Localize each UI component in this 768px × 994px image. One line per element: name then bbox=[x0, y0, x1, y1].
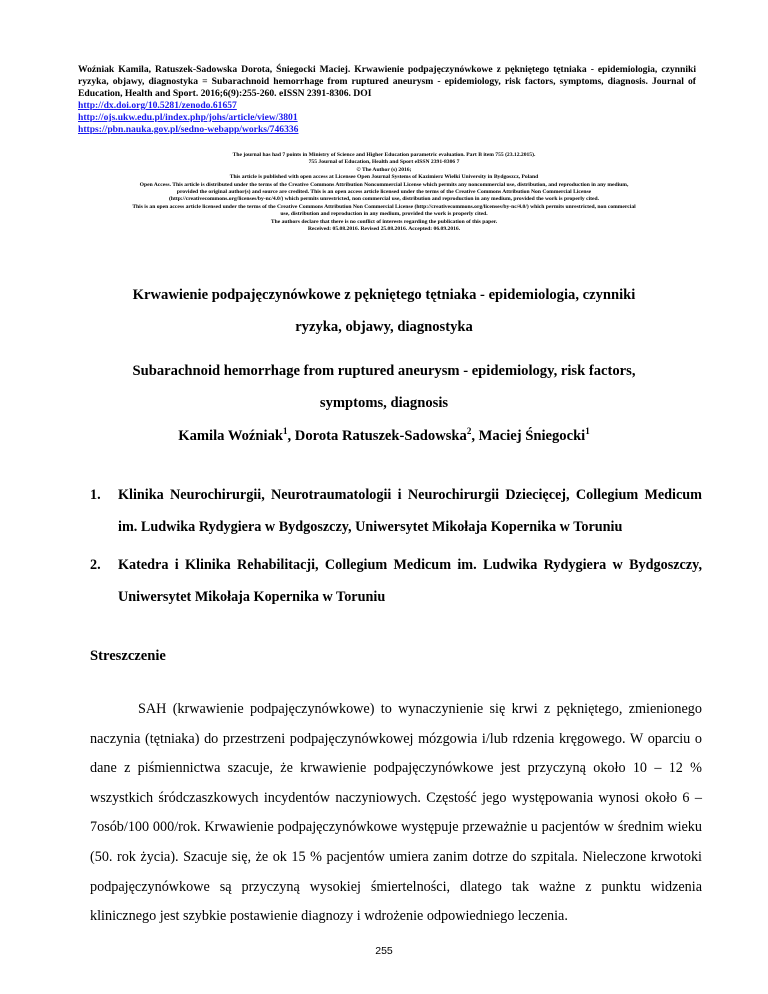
journal-note-line: This is an open access article licensed under the terms of the Creative Commons Attribution Non Commercial License (http://creativecommons.org/licenses/by-nc/4.0/) which permits unrestricted, non commercial bbox=[132, 203, 636, 210]
author-name: Kamila Woźniak bbox=[178, 428, 283, 444]
affiliation-number: 2. bbox=[90, 557, 101, 573]
title-english-line-2: symptoms, diagnosis bbox=[319, 395, 449, 411]
journal-note-line: use, distribution and reproduction in any medium, provided the work is properly cited. bbox=[280, 211, 488, 218]
page-number: 255 bbox=[375, 945, 393, 957]
journal-note-line: 755 Journal of Education, Health and Sport eISSN 2391-8306 7 bbox=[308, 159, 460, 166]
author-name: Maciej Śniegocki bbox=[478, 428, 586, 444]
author-separator: , bbox=[471, 428, 479, 444]
affiliation-item bbox=[90, 549, 702, 613]
author-separator: , bbox=[287, 428, 295, 444]
affiliation-number: 1. bbox=[90, 487, 101, 503]
abstract-heading: Streszczenie bbox=[90, 648, 166, 664]
journal-note-line: Open Access. This article is distributed under the terms of the Creative Commons Attribution Noncommercial License which permits any noncommercial use, distribution, and reproduction in any medium, bbox=[139, 181, 629, 188]
journal-note-line: The authors declare that there is no conflict of interests regarding the publication of this paper. bbox=[270, 218, 498, 225]
title-polish bbox=[60, 279, 708, 343]
affiliation-text: Katedra i Klinika Rehabilitacji, Collegium Medicum im. Ludwika Rydygiera w Bydgoszczy, Uniwersytet Mikołaja Kopernika w Toruniu bbox=[118, 557, 702, 605]
citation-text: Woźniak Kamila, Ratuszek-Sadowska Dorota, Śniegocki Maciej. Krwawienie podpajęczynówkowe z pękniętego tętniaka - epidemiologia, czynniki ryzyka, objawy, diagnostyka = Subarachnoid hemorrhage from ruptured aneurysm - epidemiology, risk factors, symptoms, diagnosis. Journal of Education, Health and Sport. 2016;6(9):255-260. eISSN 2391-8306. DOI bbox=[78, 64, 696, 99]
title-english-line-1: Subarachnoid hemorrhage from ruptured aneurysm - epidemiology, risk factors, bbox=[132, 363, 636, 379]
journal-note-line: The journal has had 7 points in Ministry of Science and Higher Education parametric evaluation. Part B item 755 (23.12.2015). bbox=[232, 152, 536, 158]
pbn-link[interactable]: https://pbn.nauka.gov.pl/sedno-webapp/works/746336 bbox=[78, 124, 299, 135]
title-english bbox=[60, 355, 708, 419]
journal-note-line: © The Author (s) 2016; bbox=[356, 166, 412, 173]
affiliation-item bbox=[90, 479, 702, 543]
title-polish-line-2: ryzyka, objawy, diagnostyka bbox=[295, 319, 473, 335]
journal-note-line: provided the original author(s) and source are credited. This is an open access article licensed under the terms of the Creative Commons Attribution Non Commercial License bbox=[176, 189, 592, 196]
author-affiliation-mark: 2 bbox=[466, 426, 472, 436]
doi-link[interactable]: http://dx.doi.org/10.5281/zenodo.61657 bbox=[78, 100, 237, 111]
author-affiliation-mark: 1 bbox=[283, 426, 288, 436]
author-list bbox=[60, 428, 708, 445]
abstract-paragraph: SAH (krwawienie podpajęczynówkowe) to wynaczynienie się krwi z pękniętego, zmienionego naczynia (tętniaka) do przestrzeni podpajęczynówkowej mózgowia i/lub rdzenia kręgowego. W oparciu o dane z piśmiennictwa szacuje, że krwawienie podpajęczynówkowe jest przyczyną około 10 – 12 % wszystkich śródczaszkowych incydentów naczyniowych. Częstość jego występowania wynosi około 6 – 7osób/100 000/rok. Krwawienie podpajęczynówkowe występuje przeważnie u pacjentów w średnim wieku (50. rok życia). Szacuje się, że ok 15 % pacjentów umiera zanim dotrze do szpitala. Nieleczone krwotoki podpajęczynówkowe są przyczyną wysokiej śmiertelności, dlatego tak ważne z punktu widzenia klinicznego jest szybkie postawienie diagnozy i wdrożenie odpowiedniego leczenia. bbox=[90, 701, 702, 925]
journal-note-line: Received: 05.08.2016. Revised 25.08.2016. Accepted: 06.09.2016. bbox=[307, 226, 461, 233]
journal-note-line: (http://creativecommons.org/licenses/by-nc/4.0/) which permits unrestricted, non commercial use, distribution and reproduction in any medium, provided the work is properly cited. bbox=[169, 196, 599, 203]
affiliation-list bbox=[90, 479, 702, 619]
journal-license-note bbox=[30, 152, 738, 233]
citation-links bbox=[78, 100, 696, 136]
author-name: Dorota Ratuszek-Sadowska bbox=[294, 428, 467, 444]
affiliation-text: Klinika Neurochirurgii, Neurotraumatologii i Neurochirurgii Dziecięcej, Collegium Medicum im. Ludwika Rydygiera w Bydgoszczy, Uniwersytet Mikołaja Kopernika w Toruniu bbox=[118, 487, 702, 535]
ojs-link[interactable]: http://ojs.ukw.edu.pl/index.php/johs/article/view/3801 bbox=[78, 112, 298, 123]
journal-note-line: This article is published with open access at Licensee Open Journal Systems of Kazimierz Wielki University in Bydgoszcz, Poland bbox=[229, 174, 539, 181]
title-polish-line-1: Krwawienie podpajęczynówkowe z pękniętego tętniaka - epidemiologia, czynniki bbox=[132, 287, 636, 303]
author-affiliation-mark: 1 bbox=[585, 426, 590, 436]
